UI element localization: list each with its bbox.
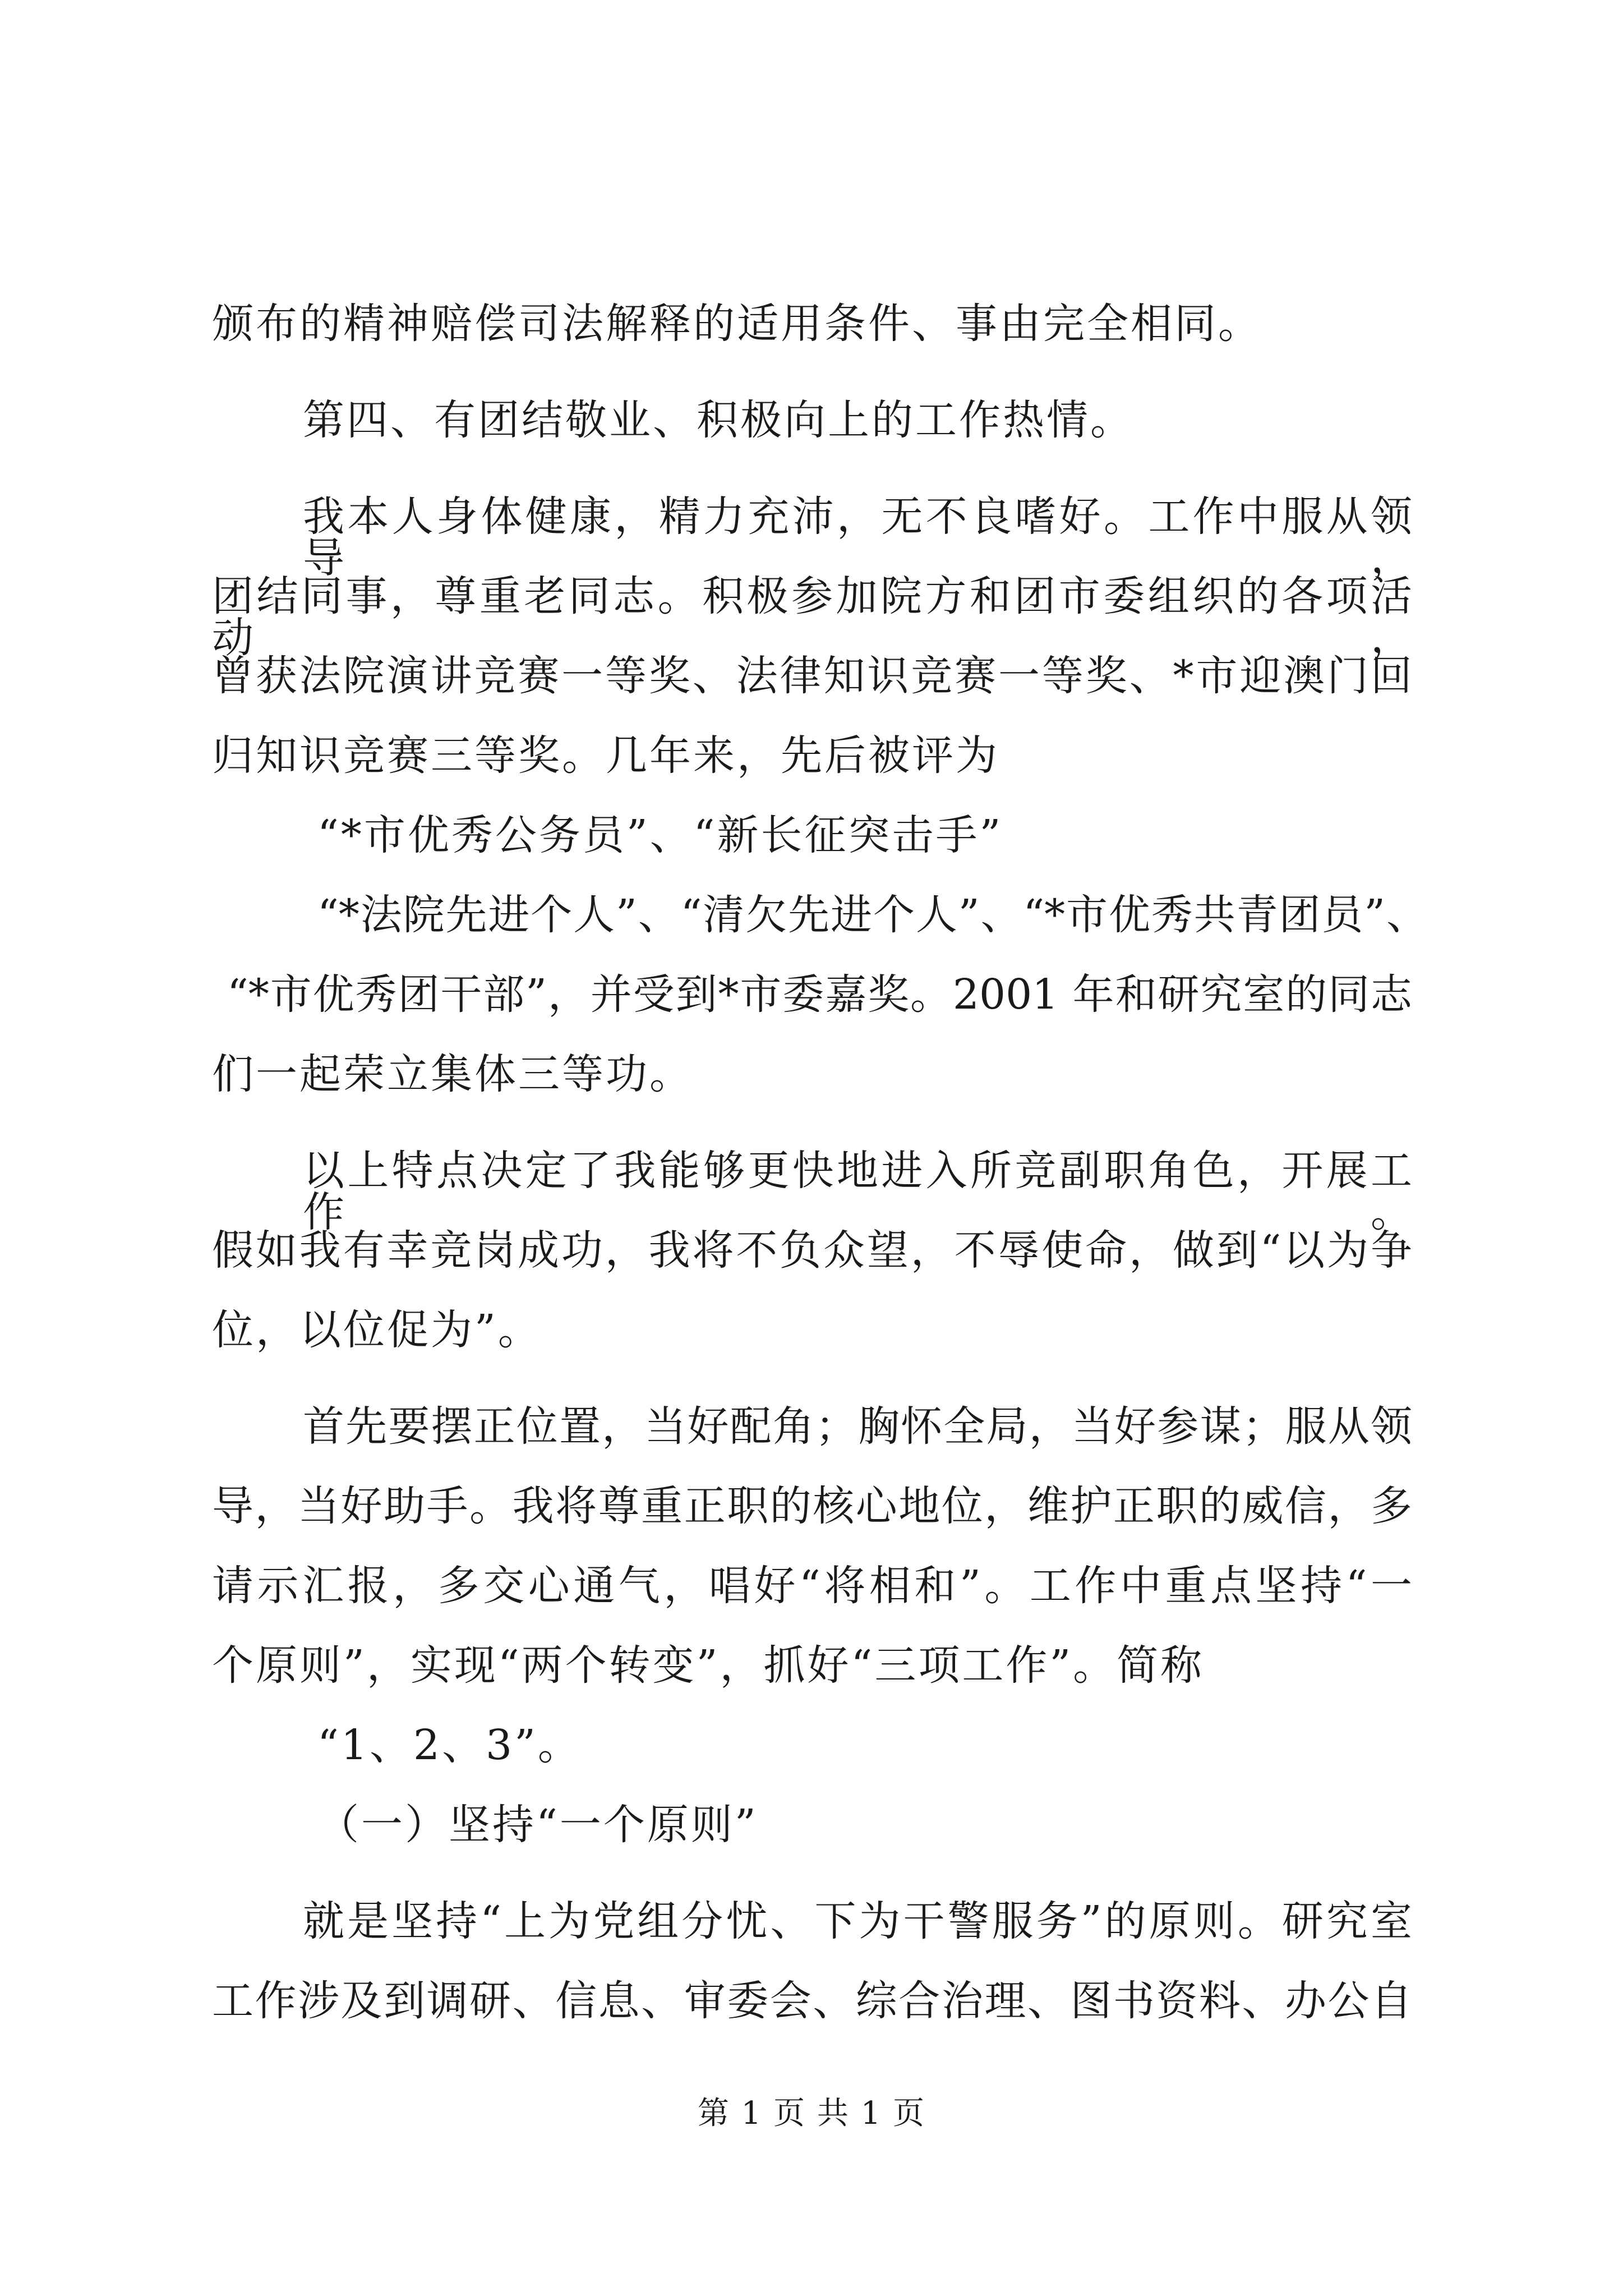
text-line: 就是坚持“上为党组分忧、下为干警服务”的原则。研究室	[303, 1897, 1412, 1945]
text-line: 我本人身体健康，精力充沛，无不良嗜好。工作中服从领导，	[303, 493, 1412, 582]
text-line: 工作涉及到调研、信息、审委会、综合治理、图书资料、办公自	[212, 1977, 1412, 2025]
text-line: 导，当好助手。我将尊重正职的核心地位，维护正职的威信，多	[212, 1482, 1412, 1530]
text-line: 团结同事，尊重老同志。积极参加院方和团市委组织的各项活动，	[212, 572, 1412, 662]
text-line: 假如我有幸竞岗成功，我将不负众望，不辱使命，做到“以为争	[212, 1226, 1412, 1274]
text-line: 颁布的精神赔偿司法解释的适用条件、事由完全相同。	[212, 300, 1262, 348]
text-line: （一）坚持“一个原则”	[317, 1801, 758, 1849]
page-number-footer: 第 1 页 共 1 页	[697, 2095, 926, 2132]
text-line: 曾获法院演讲竞赛一等奖、法律知识竞赛一等奖、*市迎澳门回	[212, 652, 1412, 700]
text-line: 第四、有团结敬业、积极向上的工作热情。	[303, 396, 1134, 444]
text-line: “*市优秀公务员”、“新长征突击手”	[317, 811, 1003, 859]
text-line: 首先要摆正位置，当好配角；胸怀全局，当好参谋；服从领	[303, 1402, 1412, 1451]
text-line: 归知识竞赛三等奖。几年来，先后被评为	[212, 731, 999, 780]
text-line: 请示汇报，多交心通气，唱好“将相和”。工作中重点坚持“一	[212, 1562, 1412, 1610]
text-line: 个原则”，实现“两个转变”，抓好“三项工作”。简称	[212, 1641, 1205, 1690]
text-line: “*市优秀团干部”，并受到*市委嘉奖。2001 年和研究室的同志	[227, 970, 1412, 1019]
text-line: 们一起荣立集体三等功。	[212, 1050, 693, 1098]
text-line: 位，以位促为”。	[212, 1306, 542, 1354]
text-line: 以上特点决定了我能够更快地进入所竞副职角色，开展工作。	[303, 1147, 1412, 1236]
text-line: “1、2、3”。	[317, 1721, 582, 1769]
text-line: “*法院先进个人”、“清欠先进个人”、“*市优秀共青团员”、	[317, 891, 1428, 939]
